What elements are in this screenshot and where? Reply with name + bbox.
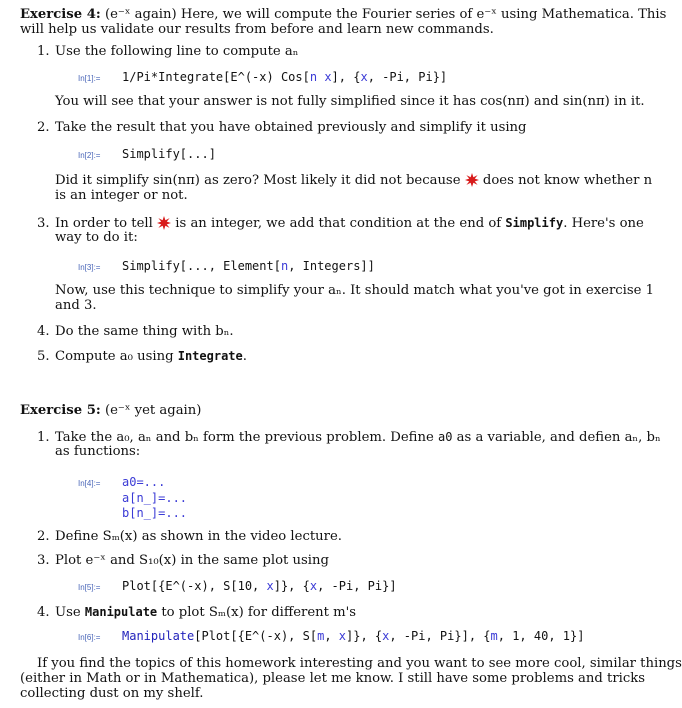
mathematica-star-icon [157, 216, 171, 230]
ex4-item-1: 1. Use the following line to compute aₙ [37, 44, 299, 59]
input-label: In[2]:= [78, 151, 101, 160]
ex4-item-5: 5. Compute a₀ using Integrate. [37, 349, 247, 364]
ex5-item-3: 3. Plot e⁻ˣ and S₁₀(x) in the same plot using [37, 553, 329, 568]
ex4-item-2-note-line2: is an integer or not. [55, 188, 188, 203]
ex4-item-1-note: You will see that your answer is not fully simplified since it has cos(nπ) and sin(nπ) in it. [55, 94, 645, 109]
ex5-item-1-line2: as functions: [55, 444, 141, 459]
mathematica-input-2: In[2]:= Simplify[...] [78, 147, 216, 161]
mathematica-input-1: In[1]:= 1/Pi*Integrate[E^(-x) Cos[n x], {x, -Pi, Pi}] [78, 70, 448, 84]
ex4-item-4: 4. Do the same thing with bₙ. [37, 324, 234, 339]
closing-line3: collecting dust on my shelf. [20, 686, 204, 701]
ex4-item-3-note-line1: Now, use this technique to simplify your aₙ. It should match what you've got in exercise 1 [55, 283, 655, 298]
exercise-5-intro: Exercise 5: (e⁻ˣ yet again) [20, 403, 202, 418]
ex4-item-3-note-line2: and 3. [55, 298, 97, 313]
ex5-item-1-line1: 1. Take the a₀, aₙ and bₙ form the previous problem. Define a0 as a variable, and defien aₙ, bₙ [37, 430, 661, 445]
exercise-5-heading: Exercise 5: [20, 403, 101, 418]
exercise-4-intro-line2: will help us validate our results from before and learn new commands. [20, 22, 494, 37]
ex4-item-3-line2: way to do it: [55, 230, 138, 245]
input-label: In[4]:= [78, 479, 101, 488]
closing-line1: If you find the topics of this homework interesting and you want to see more cool, similar things [37, 656, 682, 671]
ex5-item-2: 2. Define Sₘ(x) as shown in the video lecture. [37, 529, 342, 544]
mathematica-input-4: In[4]:= a0=... a[n_]=... b[n_]=... [78, 475, 188, 520]
mathematica-input-3: In[3]:= Simplify[..., Element[n, Integers]] [78, 259, 375, 273]
input-label: In[6]:= [78, 633, 101, 642]
mathematica-input-5: In[5]:= Plot[{E^(-x), S[10, x]}, {x, -Pi, Pi}] [78, 579, 397, 593]
input-label: In[5]:= [78, 583, 101, 592]
ex5-item-4: 4. Use Manipulate to plot Sₘ(x) for different m's [37, 605, 357, 620]
ex4-item-2: 2. Take the result that you have obtained previously and simplify it using [37, 120, 527, 135]
input-label: In[1]:= [78, 74, 101, 83]
mathematica-star-icon [465, 173, 479, 187]
closing-line2: (either in Math or in Mathematica), please let me know. I still have some problems and tricks [20, 671, 646, 686]
exercise-4-heading: Exercise 4: [20, 7, 101, 22]
input-label: In[3]:= [78, 263, 101, 272]
ex4-item-3-line1: 3. In order to tell is an integer, we add that condition at the end of Simplify. Here's one [37, 216, 644, 231]
ex4-item-2-note-line1: Did it simplify sin(nπ) as zero? Most likely it did not because does not know whether n [55, 173, 653, 188]
mathematica-input-6: In[6]:= Manipulate[Plot[{E^(-x), S[m, x]}, {x, -Pi, Pi}], {m, 1, 40, 1}] [78, 629, 585, 643]
exercise-4-intro-line1: Exercise 4: (e⁻ˣ again) Here, we will compute the Fourier series of e⁻ˣ using Mathematica. This [20, 7, 667, 22]
